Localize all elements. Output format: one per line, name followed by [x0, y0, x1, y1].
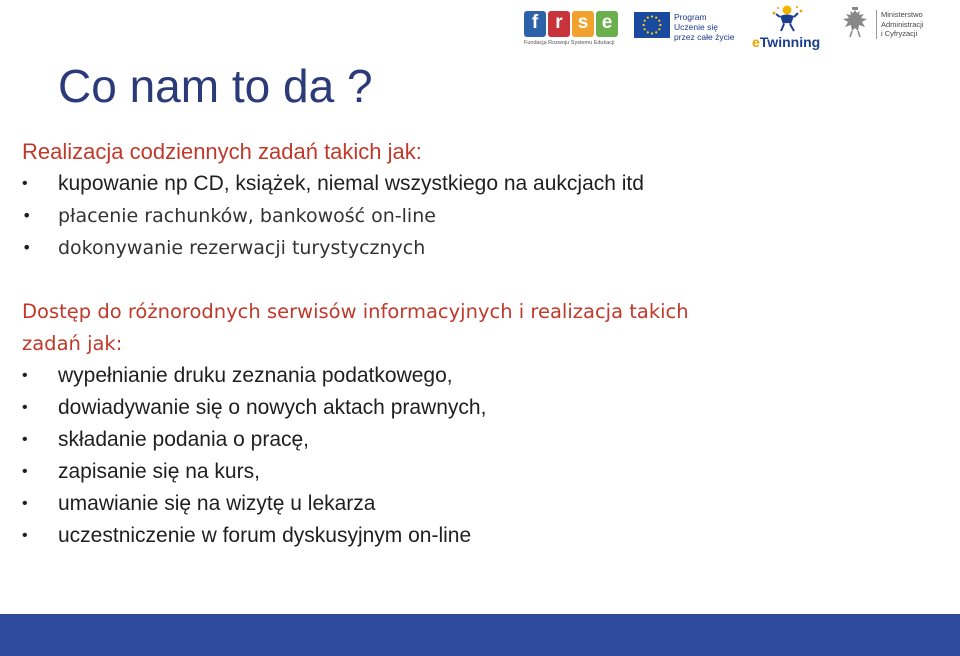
- list-item: • zapisanie się na kurs,: [22, 456, 942, 488]
- frse-letter-e: e: [596, 11, 618, 37]
- etwinning-figure-icon: [770, 4, 806, 34]
- slide-title: Co nam to da ?: [58, 60, 373, 112]
- list-item: • umawianie się na wizytę u lekarza: [22, 488, 942, 520]
- ministry-text: [876, 10, 924, 39]
- eu-program-line: przez całe życie: [674, 32, 735, 42]
- frse-caption: Fundacja Rozwoju Systemu Edukacji: [524, 40, 615, 46]
- frse-letter-s: s: [572, 11, 594, 37]
- list-item: • wypełnianie druku zeznania podatkowego,: [22, 360, 942, 392]
- section-daily-tasks: [22, 136, 942, 264]
- frse-letters: [524, 11, 620, 37]
- frse-letter-f: f: [524, 11, 546, 37]
- etwinning-wordmark: [752, 34, 820, 50]
- section-heading-line: Dostęp do różnorodnych serwisów informacyjnych i realizacja takich: [22, 300, 689, 323]
- list-item: • płacenie rachunków, bankowość on-line: [22, 200, 942, 232]
- eu-program-line: Uczenie się: [674, 22, 718, 32]
- section-heading: [22, 296, 942, 360]
- eu-program-text: [674, 12, 734, 42]
- section-information-services: [22, 296, 942, 552]
- list-item: • dowiadywanie się o nowych aktach prawnych,: [22, 392, 942, 424]
- footer-bar: [0, 614, 960, 656]
- frse-logo: [524, 4, 620, 46]
- list-item: • dokonywanie rezerwacji turystycznych: [22, 232, 942, 264]
- bullet-list: [22, 360, 942, 552]
- list-item: • kupowanie np CD, książek, niemal wszystkiego na aukcjach itd: [22, 168, 942, 200]
- section-heading-line: zadań jak:: [22, 332, 123, 355]
- logo-strip: [524, 4, 954, 56]
- ministry-line: Ministerstwo: [881, 10, 923, 19]
- list-item: • uczestniczenie w forum dyskusyjnym on-line: [22, 520, 942, 552]
- section-heading: Realizacja codziennych zadań takich jak:: [22, 139, 422, 164]
- ministry-line: Administracji: [881, 19, 924, 29]
- ministry-line: i Cyfryzacji: [881, 29, 918, 38]
- eu-program-line: Program: [674, 12, 707, 22]
- eagle-emblem-icon: [840, 6, 870, 42]
- list-item: • składanie podania o pracę,: [22, 424, 942, 456]
- eu-flag-icon: [634, 12, 670, 38]
- bullet-list: [22, 168, 942, 264]
- frse-letter-r: r: [548, 11, 570, 37]
- etwinning-prefix: e: [752, 34, 760, 50]
- etwinning-name: Twinning: [759, 34, 821, 50]
